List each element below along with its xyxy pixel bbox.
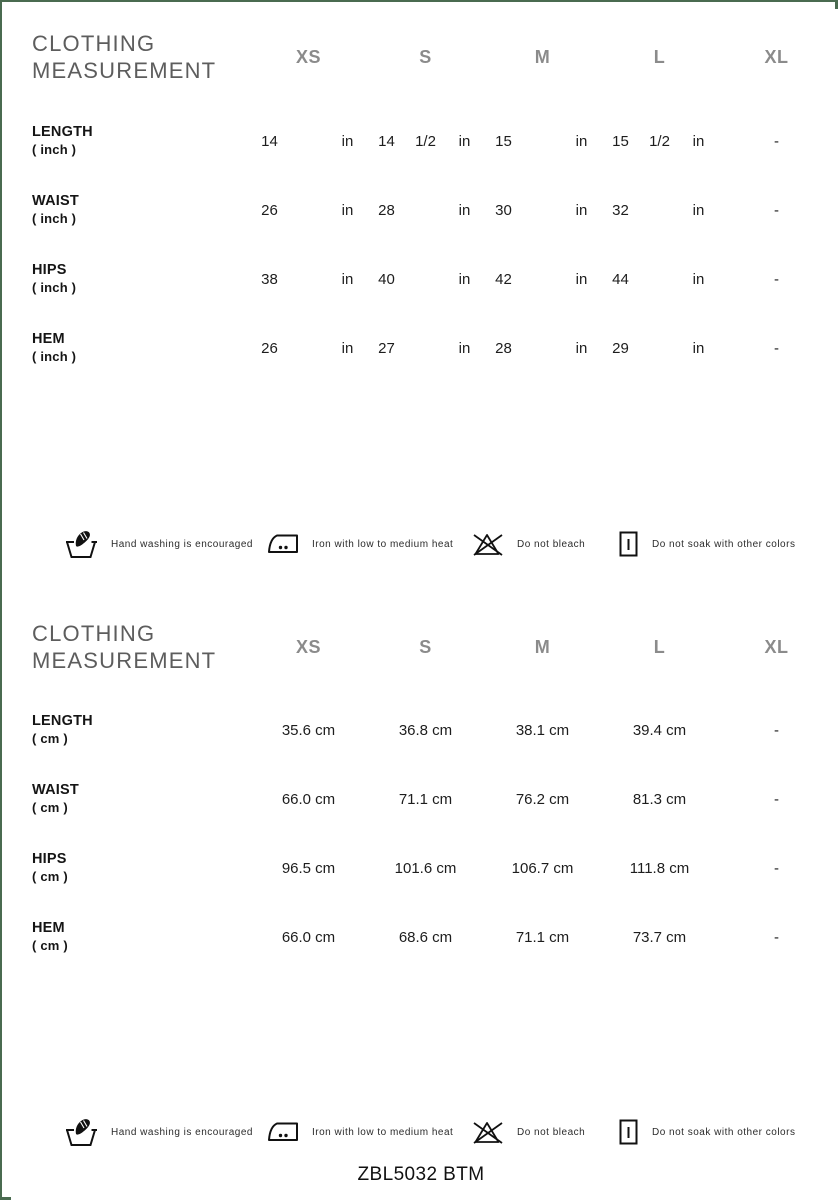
cell-xl-dash: - [774,790,779,808]
cell-number: 32 [612,201,629,219]
cell-xl-dash: - [774,721,779,739]
row-label-name: HEM [32,920,65,936]
care-item-do-not-bleach [470,526,585,562]
cell-s: 68.6 cm [398,928,453,946]
cell-number: 42 [495,270,512,288]
row-label-unit: ( cm ) [32,938,68,953]
cell-number: 26 [261,339,278,357]
care-item-do-not-bleach [470,1114,585,1150]
cell-xs [250,261,367,297]
size-header-l: L [653,636,666,657]
measurement-table-inch [32,30,837,399]
cell-unit: in [575,201,588,219]
cell-m [484,123,601,159]
cell-xs: 66.0 cm [281,790,336,808]
size-header-xs: XS [295,636,321,657]
row-label-name: HEM [32,331,65,347]
table-body-cm [32,712,837,988]
cell-xs [250,330,367,366]
cell-xl-dash: - [774,859,779,877]
row-label-name: HIPS [32,262,67,278]
cell-unit: in [458,201,471,219]
table-row-hem-inch [32,330,837,399]
row-label-name: HIPS [32,851,67,867]
cell-unit: in [341,339,354,357]
cell-number: 28 [378,201,395,219]
row-label-unit: ( cm ) [32,869,68,884]
cell-unit: in [458,270,471,288]
cell-l [601,192,718,228]
cell-l: 73.7 cm [632,928,687,946]
do-not-soak-icon [618,1118,639,1146]
cell-unit: in [341,201,354,219]
cell-xl-dash: - [774,201,779,219]
cell-unit: in [692,270,705,288]
handwash-icon [65,528,98,560]
row-label-name: WAIST [32,193,79,209]
care-item-iron [267,526,453,562]
cell-number: 15 [612,132,629,150]
cell-s [367,261,484,297]
cell-s [367,192,484,228]
size-header-s: S [419,636,432,657]
cell-xl-dash: - [774,270,779,288]
row-label [32,781,250,817]
do-not-bleach-icon [470,1118,504,1146]
table-title [32,620,250,674]
care-label-iron: Iron with low to medium heat [312,1126,454,1138]
cell-number: 14 [378,132,395,150]
do-not-soak-icon [618,530,639,558]
cell-unit: in [692,132,705,150]
cell-unit: in [341,270,354,288]
cell-number: 40 [378,270,395,288]
cell-s: 36.8 cm [398,721,453,739]
product-code: ZBL5032 BTM [357,1164,485,1185]
care-instructions-row-bottom [2,1114,838,1150]
cell-unit: in [575,339,588,357]
cell-s [367,330,484,366]
cell-m [484,261,601,297]
cell-number: 30 [495,201,512,219]
care-label-iron: Iron with low to medium heat [312,538,454,550]
cell-unit: in [692,201,705,219]
row-label-unit: ( inch ) [32,280,77,295]
cell-l [601,330,718,366]
cell-m: 38.1 cm [515,721,570,739]
iron-icon [267,531,299,557]
cell-m: 106.7 cm [511,859,574,877]
iron-icon [267,1119,299,1145]
table-row-hips-inch [32,261,837,330]
row-label-unit: ( cm ) [32,800,68,815]
cell-unit: in [575,132,588,150]
cell-xs [250,123,367,159]
cell-l [601,123,718,159]
table-row-waist-cm [32,781,837,850]
care-label-do-not-bleach: Do not bleach [517,538,586,550]
cell-fraction: 1/2 [649,132,670,150]
table-title [32,30,250,84]
cell-unit: in [692,339,705,357]
handwash-icon [65,1116,98,1148]
cell-unit: in [341,132,354,150]
row-label [32,123,250,159]
row-label-name: LENGTH [32,124,93,140]
care-item-do-not-soak [618,526,795,562]
row-label-name: LENGTH [32,713,93,729]
table-row-length-cm [32,712,837,781]
cell-m [484,192,601,228]
care-item-do-not-soak [618,1114,795,1150]
cell-number: 38 [261,270,278,288]
cell-unit: in [458,132,471,150]
cell-m: 76.2 cm [515,790,570,808]
table-row-length-inch [32,123,837,192]
row-label-unit: ( cm ) [32,731,68,746]
table-body-inch [32,123,837,399]
title-line-2: MEASUREMENT [32,648,217,673]
cell-s: 71.1 cm [398,790,453,808]
size-header-xl: XL [764,636,789,657]
cell-l: 111.8 cm [629,859,690,877]
cell-l: 81.3 cm [632,790,687,808]
size-header-m: M [534,636,551,657]
cell-number: 14 [261,132,278,150]
cell-number: 15 [495,132,512,150]
care-item-handwash [65,526,253,562]
care-instructions-row-top [2,526,838,562]
cell-unit: in [575,270,588,288]
table-row-hem-cm [32,919,837,988]
row-label-unit: ( inch ) [32,349,77,364]
cell-s: 101.6 cm [394,859,457,877]
cell-xs: 35.6 cm [281,721,336,739]
table-header-inch [32,30,837,84]
table-header-cm [32,620,837,674]
cell-number: 26 [261,201,278,219]
size-header-xl: XL [764,46,789,67]
cell-s [367,123,484,159]
row-label [32,192,250,228]
title-line-1: CLOTHING [32,31,156,56]
table-row-waist-inch [32,192,837,261]
cell-m: 71.1 cm [515,928,570,946]
row-label-name: WAIST [32,782,79,798]
cell-unit: in [458,339,471,357]
care-label-do-not-soak: Do not soak with other colors [652,1126,796,1138]
care-label-do-not-bleach: Do not bleach [517,1126,586,1138]
size-header-m: M [534,46,551,67]
cell-xs: 96.5 cm [281,859,336,877]
cell-l: 39.4 cm [632,721,687,739]
cell-xs: 66.0 cm [281,928,336,946]
table-row-hips-cm [32,850,837,919]
care-label-do-not-soak: Do not soak with other colors [652,538,796,550]
cell-m [484,330,601,366]
row-label [32,850,250,886]
title-line-1: CLOTHING [32,621,156,646]
row-label [32,919,250,955]
title-line-2: MEASUREMENT [32,58,217,83]
row-label-unit: ( inch ) [32,142,77,157]
size-header-l: L [653,46,666,67]
care-label-handwash: Hand washing is encouraged [111,1126,253,1138]
row-label [32,330,250,366]
cell-xl-dash: - [774,132,779,150]
cell-number: 44 [612,270,629,288]
row-label-unit: ( inch ) [32,211,77,226]
care-item-handwash [65,1114,253,1150]
size-header-xs: XS [295,46,321,67]
cell-number: 29 [612,339,629,357]
cell-number: 28 [495,339,512,357]
cell-l [601,261,718,297]
cell-xs [250,192,367,228]
care-label-handwash: Hand washing is encouraged [111,538,253,550]
do-not-bleach-icon [470,530,504,558]
row-label [32,712,250,748]
cell-xl-dash: - [774,928,779,946]
cell-xl-dash: - [774,339,779,357]
measurement-table-cm [32,620,837,988]
row-label [32,261,250,297]
size-header-s: S [419,46,432,67]
cell-number: 27 [378,339,395,357]
cell-fraction: 1/2 [415,132,436,150]
care-item-iron [267,1114,453,1150]
